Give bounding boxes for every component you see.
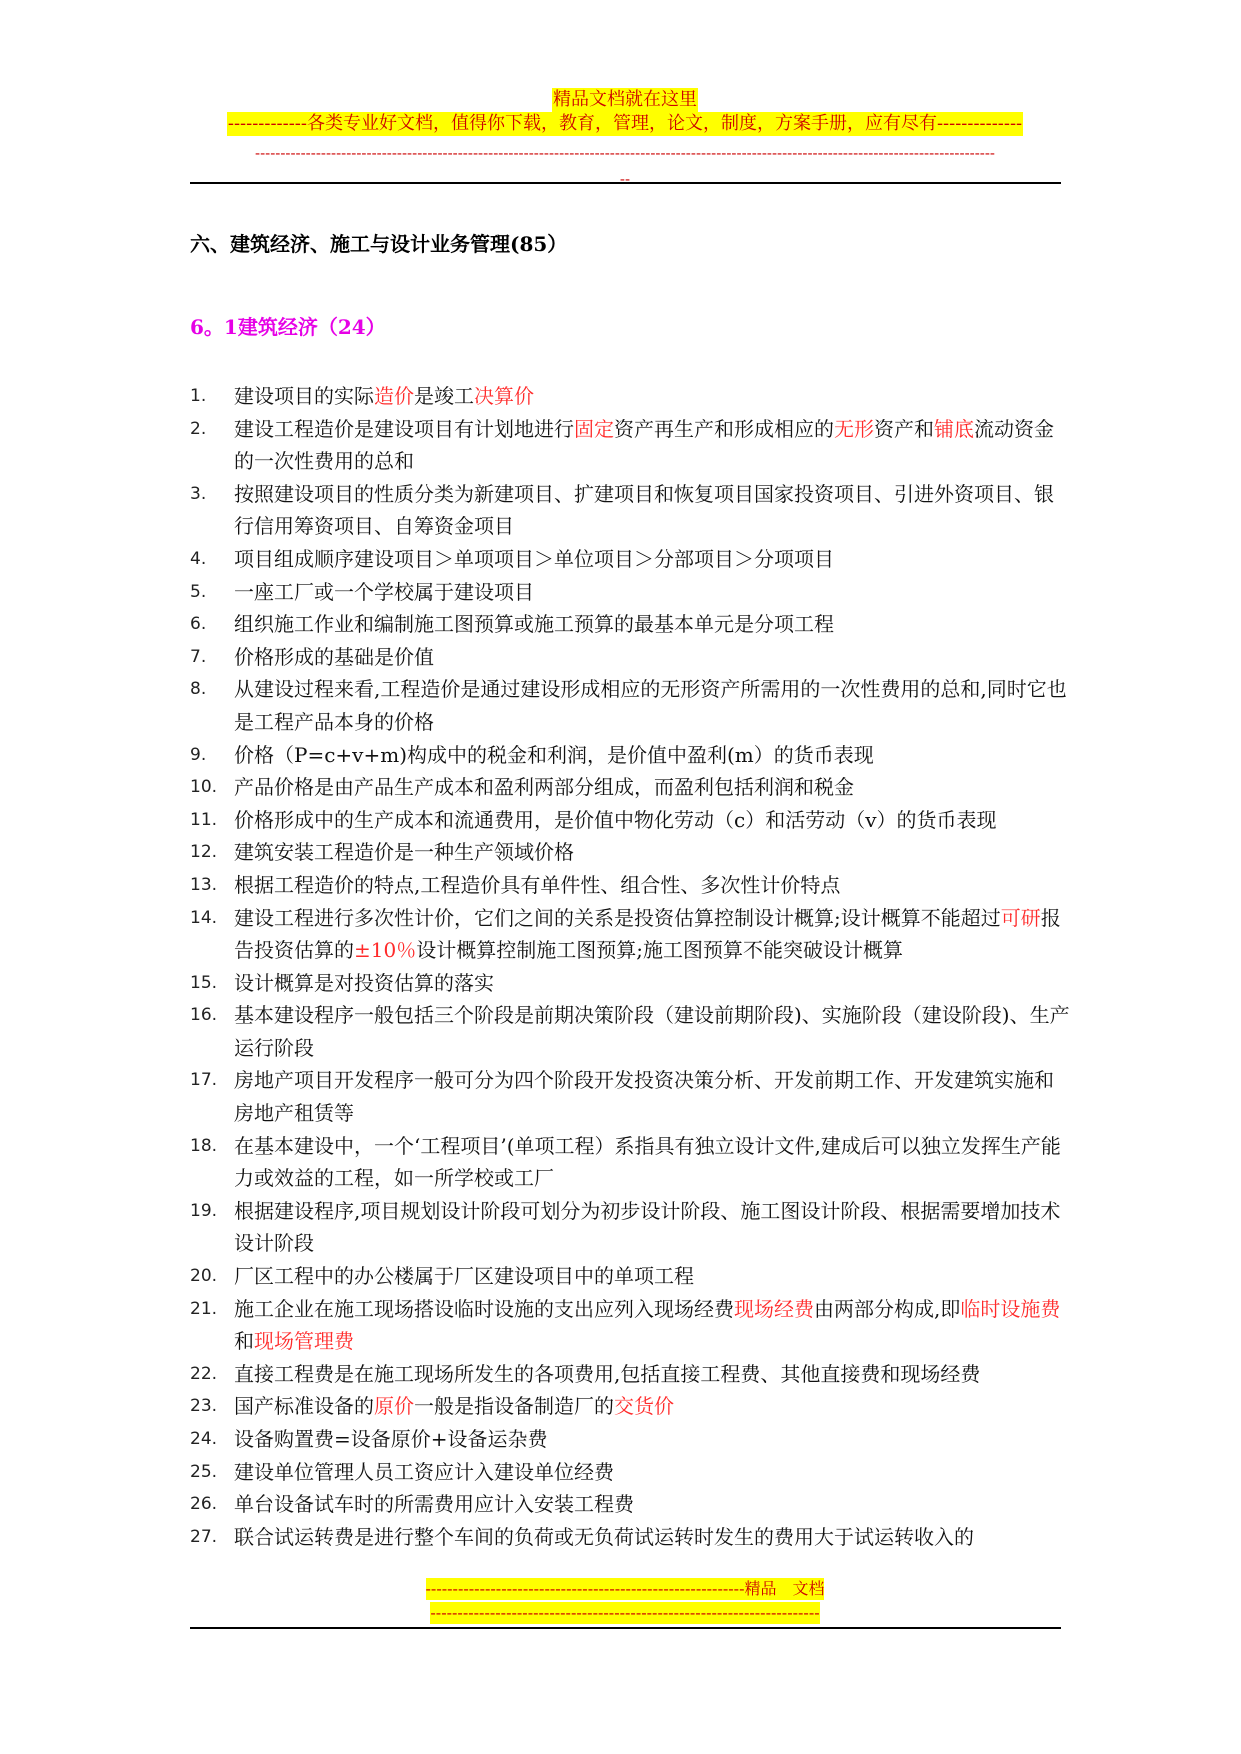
- list-item-number: 19.: [190, 1200, 218, 1221]
- body-text: 根据建设程序,项目规划设计阶段可划分为初步设计阶段、施工图设计阶段、根据需要增加技术设计阶段: [234, 1198, 1061, 1256]
- list-item-text: [234, 413, 1070, 478]
- emphasis-text: 临时设施费: [960, 1296, 1061, 1321]
- list-item-number: 17.: [190, 1070, 218, 1091]
- list-item: [190, 1260, 1070, 1293]
- list-item-number: 14.: [190, 907, 218, 928]
- list-item-number: 8.: [190, 679, 207, 700]
- list-item-number: 15.: [190, 972, 218, 993]
- list-item-number: 2.: [190, 418, 207, 439]
- list-item: [190, 1358, 1070, 1391]
- list-item-number: 16.: [190, 1005, 218, 1026]
- list-item-text: [234, 771, 1070, 804]
- list-item-text: [234, 1293, 1070, 1358]
- body-text: 建设工程进行多次性计价，它们之间的关系是投资估算控制设计概算;设计概算不能超过: [234, 905, 1001, 930]
- body-text: 项目组成顺序建设项目＞单项项目＞单位项目＞分部项目＞分项项目: [234, 546, 834, 571]
- list-item: [190, 771, 1070, 804]
- body-text: 设计概算控制施工图预算;施工图预算不能突破设计概算: [416, 938, 903, 963]
- list-item: [190, 543, 1070, 576]
- page-footer: [190, 1578, 1060, 1624]
- list-item: [190, 478, 1070, 543]
- body-text: 联合试运转费是进行整个车间的负荷或无负荷试运转时发生的费用大于试运转收入的: [234, 1524, 974, 1549]
- body-text: 设计概算是对投资估算的落实: [234, 970, 494, 995]
- body-text: 一般是指设备制造厂的: [414, 1394, 614, 1419]
- list-item: [190, 1456, 1070, 1489]
- list-item-text: [234, 739, 1070, 772]
- body-text: 组织施工作业和编制施工图预算或施工预算的最基本单元是分项工程: [234, 612, 834, 637]
- body-text: 资产再生产和形成相应的: [614, 416, 834, 441]
- body-text: 根据工程造价的特点,工程造价具有单件性、组合性、多次性计价特点: [234, 872, 841, 897]
- list-item-number: 22.: [190, 1363, 218, 1384]
- list-item-text: [234, 673, 1070, 738]
- emphasis-text: 铺底: [934, 416, 974, 441]
- list-item-text: [234, 999, 1070, 1064]
- list-item-text: [234, 1130, 1070, 1195]
- list-item-text: [234, 576, 1070, 609]
- section-title: 六、建筑经济、施工与设计业务管理(85）: [190, 232, 568, 256]
- list-item-text: [234, 1358, 1070, 1391]
- list-item-number: 1.: [190, 386, 207, 406]
- list-item-text: [234, 1423, 1070, 1456]
- list-item-text: [234, 380, 1070, 413]
- list-item-number: 11.: [190, 809, 218, 830]
- emphasis-text: 可研: [1000, 905, 1041, 930]
- emphasis-text: 固定: [574, 416, 614, 441]
- list-item: [190, 739, 1070, 772]
- list-item-number: 10.: [190, 777, 218, 798]
- list-item-number: 21.: [190, 1298, 218, 1319]
- list-item-number: 24.: [190, 1429, 218, 1449]
- emphasis-text: 交货价: [614, 1394, 674, 1419]
- body-text: 按照建设项目的性质分类为新建项目、扩建项目和恢复项目国家投资项目、引进外资项目、银行信用筹资项目、自筹资金项目: [234, 481, 1054, 539]
- header-dash-tail: --: [619, 170, 631, 188]
- list-item-number: 27.: [190, 1526, 218, 1547]
- body-text: 设备购置费=设备原价+设备运杂费: [234, 1427, 548, 1451]
- body-text: 建设项目的实际: [234, 384, 374, 408]
- list-item: [190, 608, 1070, 641]
- list-item-number: 13.: [190, 874, 218, 895]
- footer-line-2: ------------------------------------------------------------------------: [430, 1603, 820, 1622]
- list-item: [190, 967, 1070, 1000]
- body-text: 建设单位管理人员工资应计入建设单位经费: [234, 1459, 614, 1484]
- body-text: 厂区工程中的办公楼属于厂区建设项目中的单项工程: [234, 1264, 694, 1289]
- list-item-text: [234, 1390, 1070, 1423]
- body-text: 基本建设程序一般包括三个阶段是前期决策阶段（建设前期阶段)、实施阶段（建设阶段)、生产运行阶段: [234, 1003, 1070, 1060]
- numbered-list: [190, 380, 1070, 1553]
- body-text: 国产标准设备的: [234, 1394, 374, 1419]
- emphasis-text: 现场经费: [734, 1296, 814, 1321]
- list-item-text: [234, 836, 1070, 869]
- list-item-number: 25.: [190, 1461, 218, 1482]
- body-text: 在基本建设中，一个‘工程项目’(单项工程）系指具有独立设计文件,建成后可以独立发挥生产能力或效益的工程，如一所学校或工厂: [234, 1133, 1061, 1191]
- list-item-text: [234, 804, 1070, 837]
- list-item: [190, 999, 1070, 1064]
- list-item: [190, 902, 1070, 967]
- list-item: [190, 804, 1070, 837]
- list-item-number: 7.: [190, 646, 207, 667]
- list-item-number: 6.: [190, 614, 207, 635]
- list-item-text: [234, 967, 1070, 1000]
- list-item-text: [234, 902, 1070, 967]
- list-item-text: [234, 1260, 1070, 1293]
- list-item-text: [234, 478, 1070, 543]
- list-item-number: 26.: [190, 1494, 218, 1515]
- list-item: [190, 1064, 1070, 1129]
- list-item: [190, 1130, 1070, 1195]
- body-text: 是竣工: [414, 384, 474, 408]
- body-text: 单台设备试车时的所需费用应计入安装工程费: [234, 1492, 634, 1517]
- body-text: 建设工程造价是建设项目有计划地进行: [234, 416, 574, 441]
- list-item: [190, 1293, 1070, 1358]
- body-text: 价格形成的基础是价值: [234, 644, 434, 669]
- list-item-text: [234, 608, 1070, 641]
- emphasis-text: 造价: [374, 384, 414, 408]
- list-item: [190, 1488, 1070, 1521]
- list-item: [190, 1390, 1070, 1423]
- body-text: 资产和: [874, 416, 934, 441]
- list-item-text: [234, 641, 1070, 674]
- list-item-text: [234, 1195, 1070, 1260]
- header-tagline: -------------各类专业好文档，值得你下载，教育，管理，论文，制度，方案手册，应有尽有--------------: [227, 113, 1023, 134]
- list-item-text: [234, 543, 1070, 576]
- emphasis-text: ±10％: [354, 938, 417, 963]
- body-text: 施工企业在施工现场搭设临时设施的支出应列入现场经费: [234, 1296, 734, 1321]
- list-item-text: [234, 1488, 1070, 1521]
- list-item: [190, 413, 1070, 478]
- body-text: 报告投资估算的: [234, 905, 1061, 963]
- list-item: [190, 836, 1070, 869]
- list-item: [190, 1423, 1070, 1456]
- list-item: [190, 1195, 1070, 1260]
- emphasis-text: 无形: [834, 416, 874, 441]
- page-header: [190, 88, 1060, 188]
- footer-rule: [190, 1627, 1061, 1629]
- header-rule: [190, 182, 1061, 184]
- header-title: 精品文档就在这里: [553, 89, 697, 110]
- body-text: 直接工程费是在施工现场所发生的各项费用,包括直接工程费、其他直接费和现场经费: [234, 1361, 981, 1386]
- list-item: [190, 869, 1070, 902]
- subsection-title: 6。1建筑经济（24）: [190, 315, 386, 339]
- list-item: [190, 673, 1070, 738]
- emphasis-text: 决算价: [474, 384, 534, 408]
- body-text: 价格形成中的生产成本和流通费用，是价值中物化劳动（c）和活劳动（v）的货币表现: [234, 807, 997, 832]
- footer-line-1: -----------------------------------------------------------精品 文档: [425, 1579, 825, 1598]
- list-item: [190, 641, 1070, 674]
- body-text: 价格（P=c+v+m)构成中的税金和利润，是价值中盈利(m）的货币表现: [234, 742, 874, 767]
- body-text: 从建设过程来看,工程造价是通过建设形成相应的无形资产所需用的一次性费用的总和,同时它也是工程产品本身的价格: [234, 677, 1067, 734]
- list-item: [190, 1521, 1070, 1554]
- list-item-text: [234, 1456, 1070, 1489]
- list-item-number: 3.: [190, 483, 207, 504]
- list-item-text: [234, 869, 1070, 902]
- header-dash-line: --------------------------------------------------------------------------------------------------------------------------------------------------: [255, 144, 995, 162]
- body-text: 流动资金的一次性费用的总和: [234, 416, 1054, 474]
- body-text: 产品价格是由产品生产成本和盈利两部分组成，而盈利包括利润和税金: [234, 775, 854, 800]
- list-item-number: 4.: [190, 548, 207, 569]
- list-item-number: 9.: [190, 744, 207, 765]
- body-text: 一座工厂或一个学校属于建设项目: [234, 579, 534, 604]
- body-text: 由两部分构成,即: [814, 1296, 961, 1321]
- body-text: 房地产项目开发程序一般可分为四个阶段开发投资决策分析、开发前期工作、开发建筑实施和房地产租赁等: [234, 1068, 1054, 1126]
- emphasis-text: 现场管理费: [254, 1329, 354, 1354]
- emphasis-text: 原价: [374, 1394, 414, 1419]
- list-item-text: [234, 1521, 1070, 1554]
- list-item-text: [234, 1064, 1070, 1129]
- list-item-number: 18.: [190, 1135, 218, 1156]
- body-text: 建筑安装工程造价是一种生产领域价格: [234, 840, 574, 865]
- list-item: [190, 576, 1070, 609]
- body-text: 和: [234, 1329, 254, 1354]
- list-item-number: 5.: [190, 581, 207, 602]
- list-item-number: 12.: [190, 842, 218, 863]
- list-item-number: 23.: [190, 1396, 218, 1417]
- list-item-number: 20.: [190, 1266, 218, 1287]
- list-item: [190, 380, 1070, 413]
